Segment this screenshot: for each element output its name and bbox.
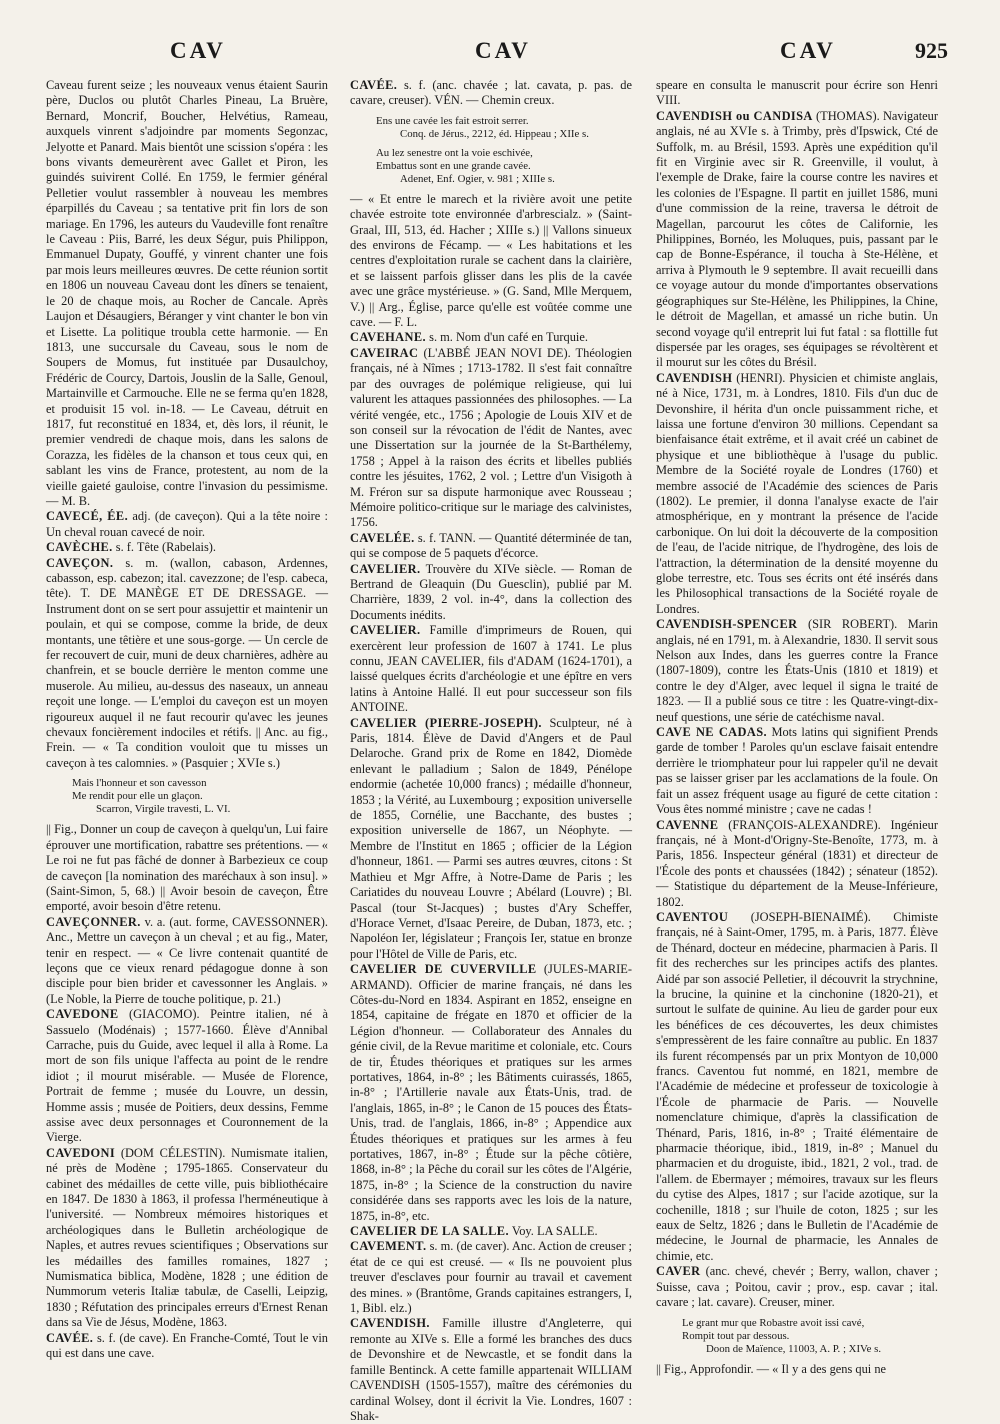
entry-definition: Mots latins qui signifient Prends garde de tomber ! Paroles qu'un esclave faisait entendre derrière le triomphateur pour lui rappeler qu'il ne devait pas se laisser griser par les acclamations de la foule. On fait un assez fréquent usage au figuré de cette citation : Vous êtes nommé ministre ; cave ne cadas ! (656, 725, 938, 817)
page-number: 925 (915, 38, 948, 63)
entry-headword: CAVEIRAC (350, 345, 419, 360)
dictionary-entry (350, 962, 632, 1224)
entry-definition: (FRANÇOIS-ALEXANDRE). Ingénieur français, né à Mont-d'Origny-Ste-Benoîte, 1773, m. à Paris, 1856. Inspecteur général (1831) et directeur de l'École des ponts et chaussées (1842) ; sénateur (1852). — Statistique du département de la Meuse-Inférieure, 1802. (656, 817, 938, 909)
text-paragraph: — « Et entre le marech et la rivière avoit une petite chavée estroite tote environnée d'arbrescialz. » (Saint-Graal, III, 513, éd. Hacher ; XIIIe s.) || Vallons sinueux des environs de Fécamp. — « Les habitations et les centres d'exploitation rurale se cachent dans la clairière, et se laissent parfois glisser dans les plis de la cavée avec une grâce mystérieuse. » (G. Sand, Mlle Merquem, V.) || Arg., Église, parce qu'elle est voûtée comme une cave. — F. L. (350, 191, 632, 330)
entry-headword: CAVELIER DE CUVERVILLE (350, 962, 537, 977)
quote-source: Adenet, Enf. Ogier, v. 981 ; XIIIe s. (400, 172, 555, 185)
running-header (0, 38, 1000, 72)
quote-line: Me rendit pour elle un glaçon. (72, 790, 203, 803)
entry-definition: s. f. Tête (Rabelais). (115, 540, 217, 555)
entry-definition: s. f. TANN. — Quantité déterminée de tan, qui se compose de 5 paquets d'écorce. (350, 530, 632, 561)
dictionary-entry (350, 1224, 632, 1239)
entry-definition: Famille illustre d'Angleterre, qui remonte au XIVe s. Elle a formé les branches des ducs de Devonshire et de Newcastle, et se fondit dans la famille Bentinck. A cette famille appartenait WILLIAM CAVENDISH (1505-1557), maître des cérémonies du cardinal Wolsey, dont il écrivit la Vie. Londres, 1607 : Shak- (350, 1316, 632, 1423)
text-paragraph: Caveau furent seize ; les nouveaux venus étaient Saurin père, Duclos ou plutôt Charles Pineau, La Bruère, Bernard, Moncrif, Boucher, Helvétius, Rameau, auxquels vinrent s'adjoindre par moments Segonzac, Jelyotte et Panard. Mais bientôt une scission s'opéra : les bons vivants demeurèrent avec Gallet et Piron, les guindés suivirent Collé. En 1759, le fermier général Pelletier voulut rassembler à nouveau les membres éparpillés du Caveau ; sa tentative prit fin lors de son mariage. En 1796, les auteurs du Vaudeville font renaître le Caveau : Piis, Barré, les deux Ségur, puis Philippon, Emmanuel Dupaty, Gouffé, y vinrent chanter une fois par mois leurs meilleures œuvres. De cette réunion sortit en 1806 un nouveau Caveau dont les dîners se tenaient, le 20 de chaque mois, au Rocher de Cancale. Après Laujon et Désaugiers, Béranger y vint chanter le bon vin et Lisette. La politique troubla cette harmonie. — En 1813, une succursale du Caveau, sous le nom de Soupers de Momus, fut instituée par Dusaulchoy, Frédéric de Courcy, Dartois, Jouslin de la Salle, Genoul, Martainville et Carmouche. Elle ne se ferma qu'en 1828, et produisit 15 vol. in-18. — Le Caveau, détruit en 1817, fut reconstitué en 1834, et, dès lors, il réunit, le premier vendredi de chaque mois, dans les salons de Corazza, les fidèles de la chanson et tous ceux qui, en sablant les vins de France, protestent, au nom de la vieille gaieté gauloise, contre l'invasion du pessimisme. — M. B. (46, 78, 328, 508)
entry-definition: s. f. (de cave). En Franche-Comté, Tout le vin qui est dans une cave. (46, 1330, 328, 1361)
entry-definition: (JULES-MARIE-ARMAND). Officier de marine français, né dans les Côtes-du-Nord en 1834. Aspirant en 1852, enseigne en 1854, capitaine de frégate en 1870 et officier de la Légion d'honneur. — Collaborateur des Annales du génie civil, de la Revue maritime et coloniale, etc. Cours de tir, Études théoriques et pratiques sur les armes portatives, 1864, in-8° ; les Bâtiments cuirassés, 1865, in-8° ; l'Artillerie navale aux États-Unis, trad. de l'anglais, 1865, in-8° ; le Canon de 15 pouces des États-Unis, trad. de l'anglais, 1866, in-8° ; Appendice aux Études théoriques et pratiques sur les armes à feu portatives, 1867, in-8° ; Étude sur la pêche côtière, 1868, in-8° ; la Pêche du corail sur les côtes de l'Algérie, 1875, in-8° ; la Science de la construction du navire considérée dans ses rapports avec les lois de la nature, 1875, in-8°, etc. (350, 962, 632, 1223)
dictionary-entry (350, 1239, 632, 1316)
column-3 (656, 78, 938, 1376)
entry-headword: CAVEMENT. (350, 1239, 427, 1254)
dictionary-entry (46, 509, 328, 540)
quote-line: Mais l'honneur et son cavesson (72, 777, 207, 790)
entry-definition: Trouvère du XIVe siècle. — Roman de Bertrand de Gleaquin (Du Guesclin), publié par M. Charrière, 1839, 2 vol. in-4°, dans la collection des Documents inédits. (350, 561, 633, 622)
quote-line: Au lez senestre ont la voie eschivée, (376, 146, 533, 159)
verse-quotation (682, 1317, 938, 1356)
dictionary-entry (350, 562, 632, 624)
entry-headword: CAVELIER DE LA SALLE. (350, 1224, 509, 1239)
dictionary-entry (46, 1007, 328, 1146)
entry-headword: CAVÉE. (46, 1330, 94, 1345)
entry-definition: (anc. chevé, chevér ; Berry, wallon, chaver ; Suisse, cava ; Poitou, cavir ; prov., esp. cavar ; ital. cavare ; lat. cavare). Creuser, miner. (656, 1264, 938, 1310)
entry-headword: CAVELIER (PIERRE-JOSEPH). (350, 715, 542, 730)
entry-definition: s. m. Nom d'un café en Turquie. (429, 330, 588, 345)
quote-line: Rompit tout par dessous. (682, 1329, 790, 1342)
dictionary-entry (350, 623, 632, 715)
entry-headword: CAVELIER. (350, 561, 421, 576)
entry-definition: (THOMAS). Navigateur anglais, né au XVIe s. à Trimby, près d'Ipswick, Cté de Suffolk, m. au Brésil, 1593. Après une expédition qu'il fit en Virginie avec sir R. Greenville, il voulut, à l'exemple de Drake, faire la course contre les navires et les colonies de l'Espagne. Il partit en juillet 1586, muni d'une commission de la reine, traversa le détroit de Magellan, parcourut les côtes de Californie, les Philippines, Bornéo, les Moluques, puis, passant par le cap de Bonne-Espérance, il toucha à Ste-Hélène, et arriva à Plymouth le 9 septembre. Il avait recueilli dans ce voyage autour du monde d'importantes observations géographiques sur Ste-Hélène, les Philippines, la Chine, le détroit de Magellan, et amassé un riche butin. Un second voyage qu'il entreprit lui fut fatal : sa flottille fut dispersée par les orages, ses équipages se révoltèrent et il mourut sur les côtes du Brésil. (656, 108, 938, 370)
dictionary-entry (46, 915, 328, 1007)
entry-headword: CAVENDISH-SPENCER (656, 617, 798, 632)
dictionary-entry (656, 910, 938, 1264)
entry-definition: (L'ABBÉ JEAN NOVI DE). Théologien français, né à Nîmes ; 1713-1782. Il s'est fait connaître par des ouvrages de polémique religieuse, qui lui valurent les attaques passionnées des philosophes. — La vérité vengée, etc., 1756 ; Apologie de Louis XIV et de son conseil sur la révocation de l'édit de Nantes, avec une Dissertation sur la journée de la St-Barthélemy, 1758 ; Appel à la raison des écrits et libelles publiés contre les jésuites, 1762, 2 vol. ; Lettre d'un Visigoth à M. Fréron sur sa dispute harmonique avec Rousseau ; Mémoire politico-critique sur le mariage des calvinistes, 1756. (350, 345, 632, 530)
dictionary-entry (350, 346, 632, 531)
column-2 (350, 78, 633, 1423)
entry-headword: CAVEDONE (46, 1007, 119, 1022)
entry-headword: CAVE NE CADAS. (656, 725, 768, 740)
dictionary-entry (46, 540, 328, 555)
quote-source: Conq. de Jérus., 2212, éd. Hippeau ; XIIe s. (400, 127, 589, 140)
quote-source: Doon de Maïence, 11003, A. P. ; XIVe s. (706, 1342, 882, 1355)
dictionary-entry (656, 725, 938, 817)
dictionary-entry (46, 1146, 328, 1331)
entry-definition: adj. (de caveçon). Qui a la tête noire : Un cheval rouan cavecé de noir. (46, 509, 328, 539)
entry-headword: CAVECÉ, ÉE. (46, 509, 129, 524)
entry-headword: CAVELIER. (350, 623, 421, 638)
text-paragraph: || Fig., Approfondir. — « Il y a des gens qui ne (656, 1361, 887, 1376)
quote-line: Embattus sont en une grande cavée. (376, 159, 531, 172)
dictionary-entry (656, 1264, 938, 1310)
entry-definition: Voy. LA SALLE. (511, 1224, 598, 1239)
dictionary-entry (656, 617, 938, 725)
entry-definition: v. a. (aut. forme, CAVESSONNER). Anc., Mettre un caveçon à un cheval ; et au fig., Mater, tenir en respect. — « Ce livre contenait quantité de leçons que ce vieux renard pédagogue donne à son disciple pour bien brider et cavessonner les Anglais. » (Le Noble, la Pierre de touche politique, p. 21.) (46, 914, 328, 1006)
entry-definition: s. m. (de caver). Anc. Action de creuser ; état de ce qui est creusé. — « Ils ne pouvoient plus treuver d'esclaves pour fournir au travail et cavement des mines. » (Brantôme, Grands capitaines estrangers, I, 1, Bibl. elz.) (350, 1239, 632, 1316)
entry-definition: s. m. (wallon, cabason, Ardennes, cabasson, esp. cabezon; ital. cavezzone; de l'esp. cabeca, tête). T. DE MANÈGE ET DE DRESSAGE. — Instrument dont on se sert pour assujettir et maintenir un poulain, et qui se compose, comme la bride, de deux montants, une têtière et une sous-gorge. — Un cercle de fer recouvert de cuir, muni de deux charnières, adhère au chanfrein, et se boucle derrière le menton comme une muserole. Au milieu, au-dessus des naseaux, un anneau reçoit une longe. — L'emploi du caveçon est un moyen rigoureux auquel il ne faut recourir qu'avec les jeunes chevaux foncièrement indociles et rétifs. || Anc. au fig., Frein. — « Ta condition vouloit que tu misses un caveçon à tes calomnies. » (Pasquier ; XVIe s.) (46, 555, 328, 770)
entry-headword: CAVEHANE. (350, 330, 427, 345)
dictionary-entry (656, 371, 938, 618)
entry-definition: (DOM CÉLESTIN). Numismate italien, né près de Modène ; 1795-1865. Conservateur du cabinet des médailles de cette ville, puis bibliothécaire en 1847. De 1830 à 1863, il professa l'herméneutique à l'université. — Nombreux mémoires historiques et archéologiques dans le Bulletin archéologique de Naples, et autres revues scientifiques ; Observations sur les médailles des familles romaines, 1827 ; Numismatica biblica, Modène, 1828 ; une édition de Nummorum veteris Italiæ tabulæ, de Caselli, Leipzig, 1830 ; Réfutation des principales erreurs d'Ernest Renan dans sa Vie de Jésus, Modène, 1863. (46, 1145, 328, 1330)
dictionary-entry (350, 330, 632, 345)
text-paragraph: || Fig., Donner un coup de caveçon à quelqu'un, Lui faire éprouver une mortification, rabattre ses prétentions. — « Le roi ne fut pas fâché de donner à Barbezieux ce coup de caveçon [la nomination des maréchaux à son insu]. » (Saint-Simon, 5, 68.) || Avoir besoin de caveçon, Être emporté, avoir besoin d'être retenu. (46, 822, 328, 914)
entry-headword: CAVENNE (656, 817, 719, 832)
entry-headword: CAVER (656, 1264, 701, 1279)
verse-quotation (376, 115, 632, 141)
entry-headword: CAVEÇON. (46, 555, 114, 570)
dictionary-entry (350, 1316, 632, 1424)
entry-definition: s. f. (anc. chavée ; lat. cavata, p. pas. de cavare, creuser). VÉN. — Chemin creux. (350, 78, 632, 108)
dictionary-entry (656, 109, 938, 371)
header-right-guideword: CAV (780, 38, 836, 63)
entry-headword: CAVENTOU (656, 909, 729, 924)
dictionary-entry (350, 78, 632, 109)
entry-headword: CAVÈCHE. (46, 540, 113, 555)
entry-headword: CAVENDISH. (350, 1316, 430, 1331)
dictionary-entry (46, 1331, 328, 1362)
entry-definition: (HENRI). Physicien et chimiste anglais, né à Nice, 1731, m. à Londres, 1810. Fils d'un duc de Devonshire, il hérita d'un oncle puissamment riche, et laissa une fortune d'environ 30 millions. Cependant sa bienfaisance était extrême, et il avait créé un cabinet de physique et une bibliothèque à l'usage du public. Membre de la Société royale de Londres (1760) et membre associé de l'Académie des sciences de Paris (1802). Le premier, il donna l'analyse exacte de l'air atmosphérique, en y montrant la présence de l'acide carbonique. On lui doit la découverte de la composition de l'eau, de l'acide nitrique, de l'hydrogène, des lois de l'attraction, la détermination de la densité moyenne du globe terrestre, etc. Tous ses écrits ont été insérés dans les Philosophical transactions de la Société royale de Londres. (656, 370, 938, 616)
entry-headword: CAVENDISH (656, 370, 733, 385)
dictionary-entry (46, 556, 328, 772)
dictionary-entry (350, 531, 632, 562)
entry-headword: CAVEDONI (46, 1145, 116, 1160)
quote-line: Ens une cavée les fait estroit serrer. (376, 114, 529, 127)
entry-definition: (JOSEPH-BIENAIMÉ). Chimiste français, né à Saint-Omer, 1795, m. à Paris, 1877. Élève de Thénard, docteur en médecine, pharmacien à Paris. Il fit des recherches sur les principes actifs des plantes. Aidé par son associé Pelletier, il découvrit la strychnine, la brucine, la quinine et la cinchonine (1820-21), et surtout le sulfate de quinine. Au lieu de garder pour eux les bénéfices de ces découvertes, les deux chimistes s'empressèrent de les faire connaître au public. En 1837 ils furent récompensés par un prix Montyon de 10,000 francs. Caventou fut nommé, en 1821, membre de l'Académie de médecine et professeur de toxicologie à l'École de pharmacie de Paris. — Nouvelle nomenclature chimique, d'après la classification de Thénard, Paris, 1816, in-8° ; Traité élémentaire de pharmacie théorique, ibid., 1819, in-8° ; Manuel du pharmacien et du droguiste, ibid., 1821, 2 vol., trad. de l'allem. de Ebermayer ; mémoires, travaux sur les fleurs du cytise des Alpes, 1817 ; sur l'acide azotique, sur la cochenille, 1818 ; sur l'huile de coton, 1825 ; sur les eaux de Seltz, 1826 ; dans le Bulletin de l'Académie de médecine, le Journal de pharmacie, les Annales de chimie, etc. (656, 909, 938, 1263)
header-left-guideword: CAV (170, 38, 226, 63)
entry-headword: CAVENDISH ou CANDISA (656, 108, 813, 123)
verse-quotation (72, 777, 328, 816)
text-columns (46, 78, 956, 1423)
entry-headword: CAVÉE. (350, 78, 398, 92)
verse-quotation (376, 147, 632, 186)
header-center-guideword: CAV (475, 38, 531, 63)
entry-definition: Famille d'imprimeurs de Rouen, qui exercèrent leur profession de 1607 à 1741. Le plus connu, JEAN CAVELIER, fils d'ADAM (1624-1701), a laissé quelques écrits d'archéologie et une épître en vers latins à Antoine Hallé. Il eut pour successeur son fils ANTOINE. (350, 623, 632, 715)
dictionary-entry (656, 818, 938, 910)
quote-source: Scarron, Virgile travesti, L. VI. (96, 803, 231, 816)
entry-headword: CAVELÉE. (350, 530, 415, 545)
entry-headword: CAVEÇONNER. (46, 914, 141, 929)
entry-definition: (SIR ROBERT). Marin anglais, né en 1791, m. à Alexandrie, 1830. Il servit sous Nelson aux Indes, dans les guerres contre la France (1807-1809), contre les États-Unis (1810 et 1819) et contre le dey d'Alger, avec lequel il signa le traité de 1823. — Il a publié sous ce titre : les Quatre-vingt-dix-neuf questions, une série de catéchisme naval. (656, 617, 938, 724)
text-paragraph: speare en consulta le manuscrit pour écrire son Henri VIII. (656, 78, 938, 108)
quote-line: Le grant mur que Robastre avoit issi cavé, (682, 1316, 865, 1329)
column-1 (46, 78, 328, 1361)
entry-definition: (GIACOMO). Peintre italien, né à Sassuelo (Modénais) ; 1577-1660. Élève d'Annibal Carrache, puis du Guide, avec lequel il alla à Rome. La mort de son fils unique l'affecta au point de le rendre idiot ; il mourut misérable. — Musée de Florence, Portrait de femme ; musée du Louvre, un dessin, Homme assis ; musée de Poitiers, deux dessins, Femme assise avec deux personnages et Couronnement de la Vierge. (46, 1007, 328, 1145)
dictionary-entry (350, 716, 632, 963)
entry-definition: Sculpteur, né à Paris, 1814. Élève de David d'Angers et de Paul Delaroche. Grand prix de Rome en 1842, Diomède enlevant le palladium ; Salon de 1849, Pénélope endormie (achetée 10,000 francs) ; médaille d'honneur, 1853 ; la Vérité, au Luxembourg ; exposition universelle de 1855, Cornélie, une Bacchante, des bustes ; exposition universelle de 1867, un Néophyte. — Membre de l'Institut en 1865 ; officier de la Légion d'honneur, 1861. — Parmi ses autres œuvres, citons : St Mathieu et Mgr Affre, à Notre-Dame de Paris ; les Cariatides du nouveau Louvre ; Abélard (Louvre) ; Bl. Pascal (tour St-Jacques) ; bustes d'Ary Scheffer, d'Horace Vernet, d'Isaac Pereire, de Duban, 1873, etc. ; Napoléon Ier, législateur ; François Ier, statue en bronze pour l'Hôtel de Ville de Paris, etc. (350, 715, 632, 961)
